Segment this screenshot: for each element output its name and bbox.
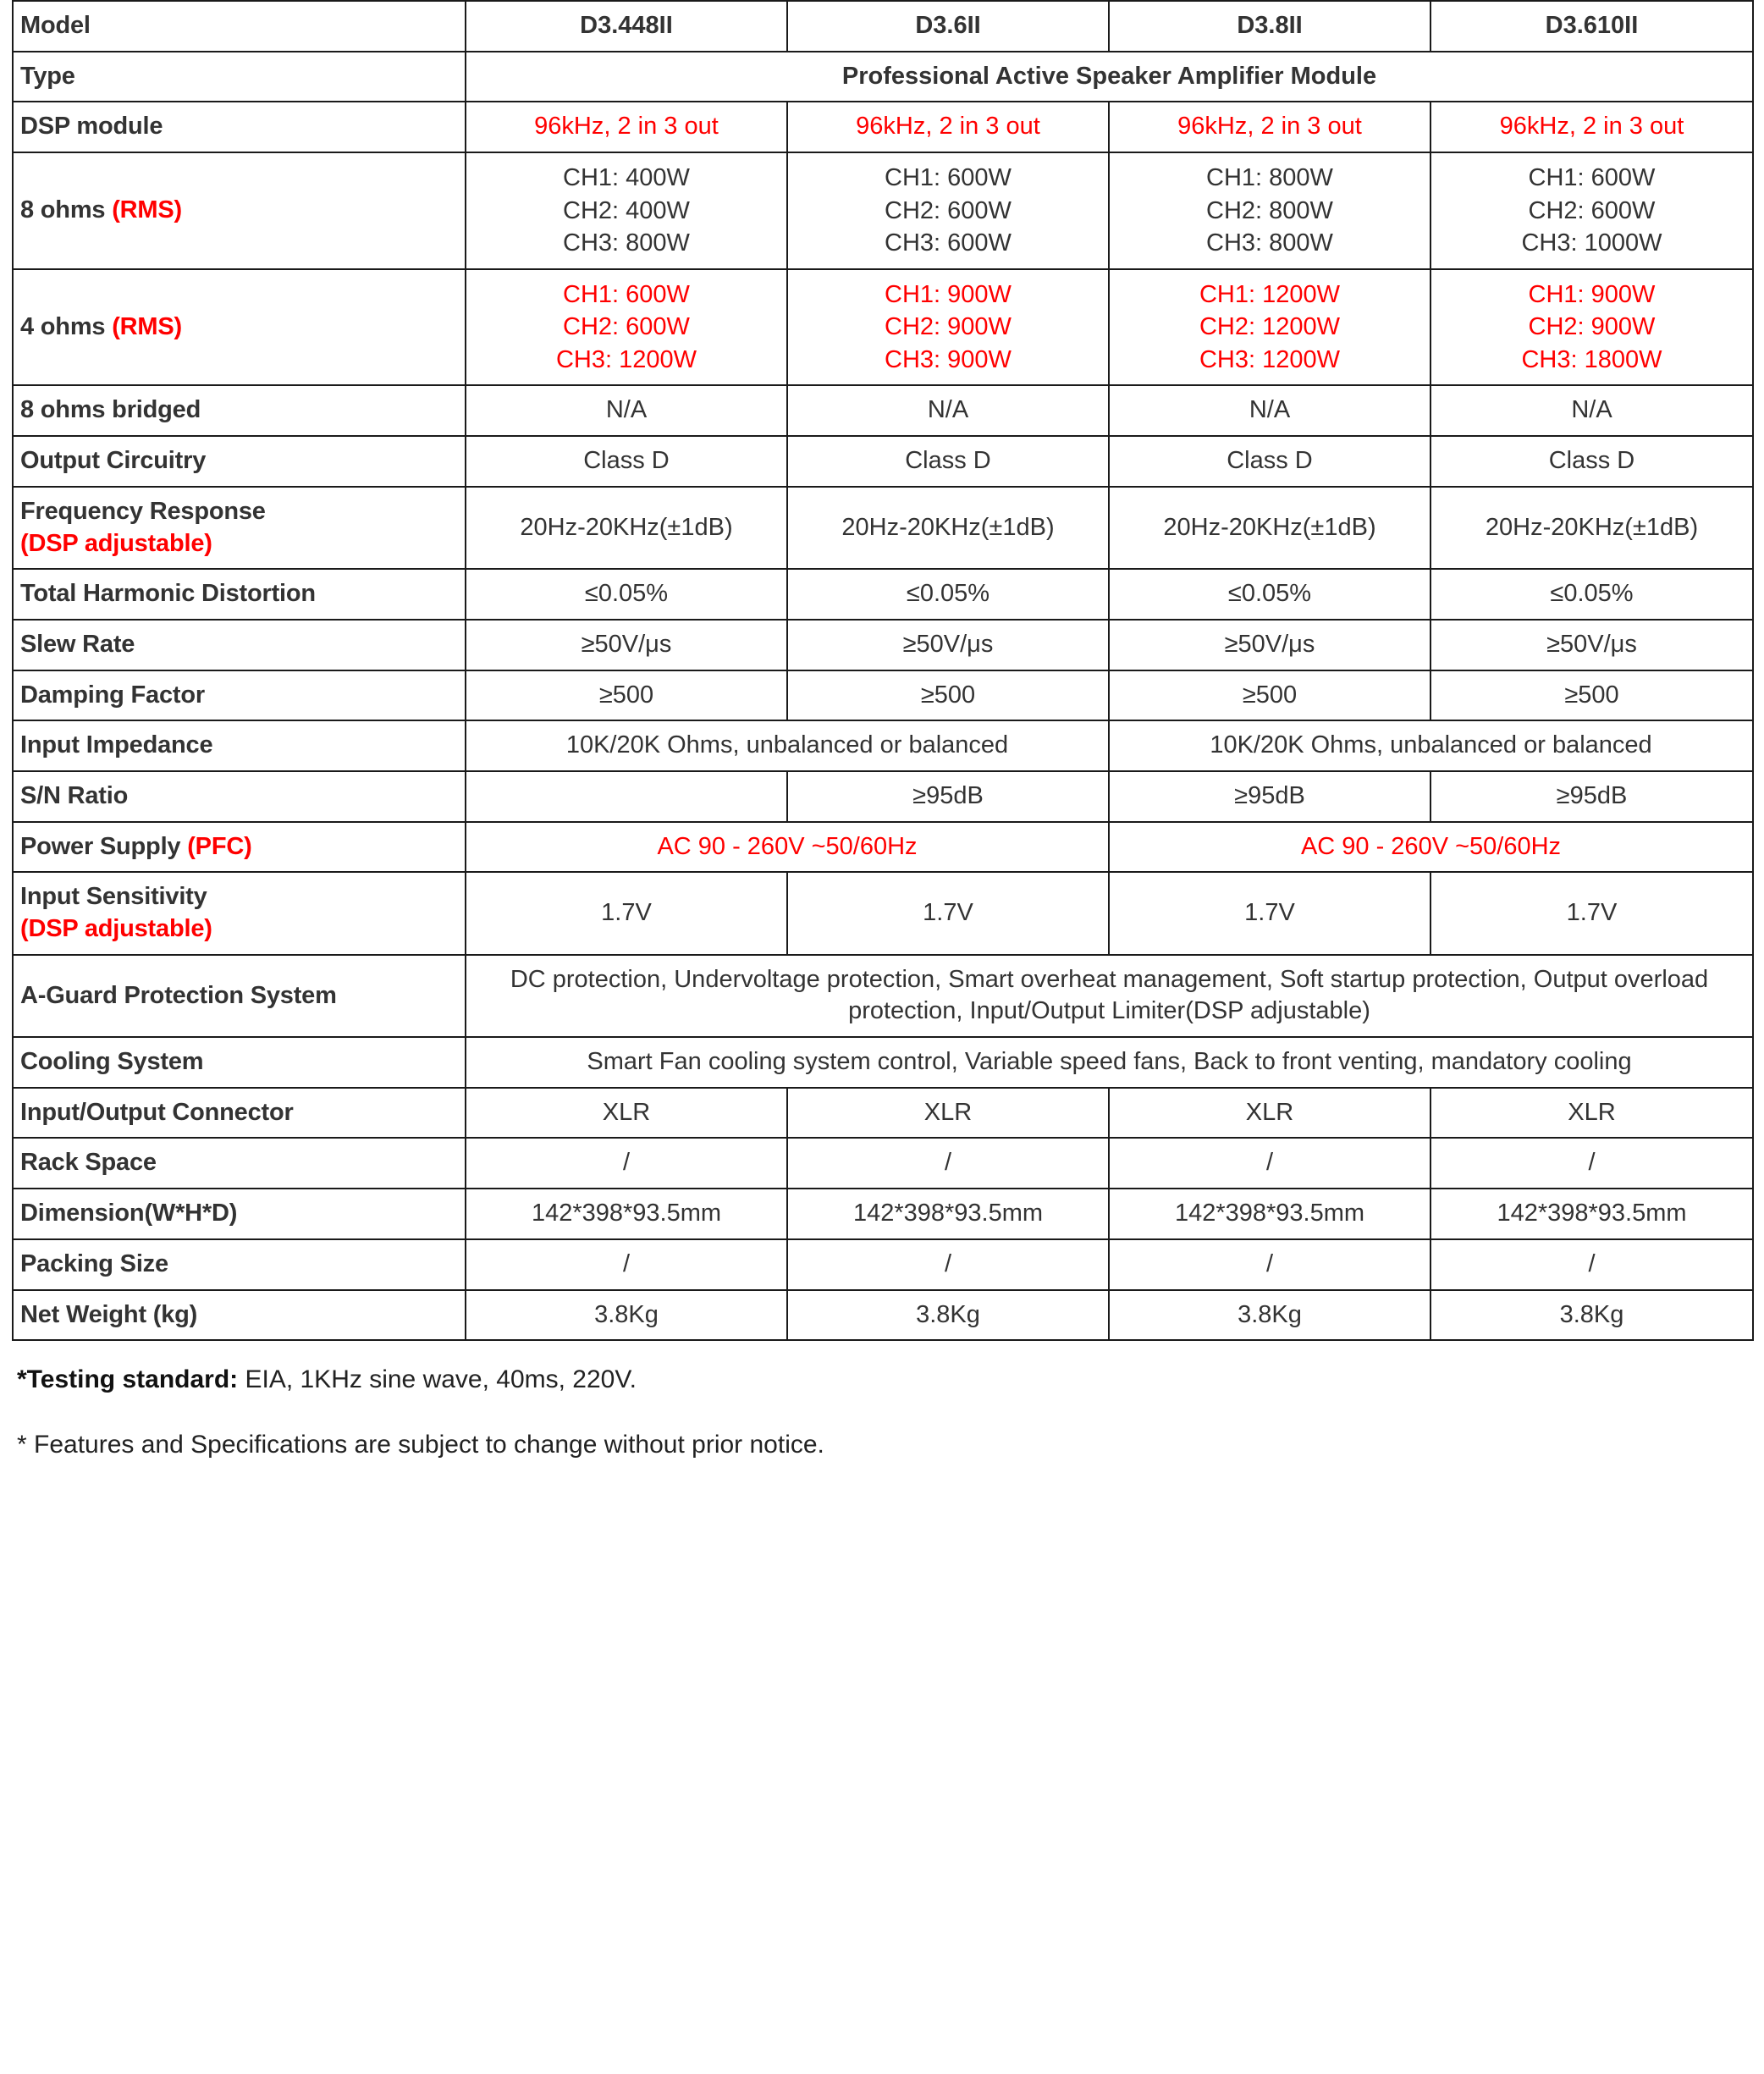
sn-ratio-value-3: ≥95dB [1109, 771, 1430, 822]
rack-space-value-1: / [466, 1138, 787, 1189]
sn-ratio-value-2: ≥95dB [787, 771, 1109, 822]
model-d36ii: D3.6II [787, 1, 1109, 52]
4-ohms-value-4 [1430, 269, 1753, 386]
label-sub-dsp-adjustable: (DSP adjustable) [20, 529, 212, 557]
input-sensitivity-value-1: 1.7V [466, 872, 787, 954]
label-sub-rms: (RMS) [112, 312, 182, 340]
input-impedance-value-2: 10K/20K Ohms, unbalanced or balanced [1109, 720, 1753, 771]
row-label-aguard-protection-system: A-Guard Protection System [13, 955, 466, 1037]
dimension-value-3: 142*398*93.5mm [1109, 1189, 1430, 1239]
label-text-4-ohms: 4 ohms [20, 312, 113, 340]
8-ohms-value-3 [1109, 152, 1430, 269]
rack-space-value-4: / [1430, 1138, 1753, 1189]
footnote-testing-label: *Testing standard: [17, 1365, 239, 1394]
channel-value: CH3: 800W [563, 229, 690, 257]
packing-size-value-1: / [466, 1239, 787, 1290]
sn-ratio-value-4: ≥95dB [1430, 771, 1753, 822]
channel-value: CH1: 600W [1528, 164, 1656, 192]
row-label-rack-space: Rack Space [13, 1138, 466, 1189]
4-ohms-value-3 [1109, 269, 1430, 386]
channel-value: CH1: 400W [563, 164, 690, 192]
channel-value: CH3: 1200W [555, 345, 697, 373]
frequency-response-value-4: 20Hz-20KHz(±1dB) [1430, 487, 1753, 569]
table-row-slew-rate [13, 620, 1753, 670]
channel-value: CH1: 800W [1206, 164, 1333, 192]
table-row-model [13, 1, 1753, 52]
packing-size-value-3: / [1109, 1239, 1430, 1290]
row-label-input-impedance: Input Impedance [13, 720, 466, 771]
channel-value: CH1: 600W [563, 280, 690, 308]
8-ohms-value-2 [787, 152, 1109, 269]
power-supply-value-2: AC 90 - 260V ~50/60Hz [1109, 822, 1753, 873]
row-label-output-circuitry: Output Circuitry [13, 436, 466, 487]
rack-space-value-2: / [787, 1138, 1109, 1189]
slew-rate-value-1: ≥50V/μs [466, 620, 787, 670]
table-row-damping-factor [13, 670, 1753, 721]
sn-ratio-value-1 [466, 771, 787, 822]
table-row-8-ohms-bridged [13, 385, 1753, 436]
row-label-type: Type [13, 52, 466, 102]
dsp-module-value-4: 96kHz, 2 in 3 out [1430, 102, 1753, 152]
row-label-cooling-system: Cooling System [13, 1037, 466, 1088]
table-row-dsp-module [13, 102, 1753, 152]
input-sensitivity-value-2: 1.7V [787, 872, 1109, 954]
channel-value: CH3: 800W [1206, 229, 1333, 257]
row-label-slew-rate: Slew Rate [13, 620, 466, 670]
label-sub-pfc: (PFC) [187, 832, 252, 860]
table-row-rack-space [13, 1138, 1753, 1189]
io-connector-value-1: XLR [466, 1088, 787, 1139]
channel-value: CH2: 600W [885, 196, 1012, 224]
row-label-packing-size: Packing Size [13, 1239, 466, 1290]
8-ohms-bridged-value-3: N/A [1109, 385, 1430, 436]
row-label-frequency-response [13, 487, 466, 569]
label-sub-dsp-adjustable: (DSP adjustable) [20, 915, 212, 942]
net-weight-value-4: 3.8Kg [1430, 1290, 1753, 1341]
dimension-value-2: 142*398*93.5mm [787, 1189, 1109, 1239]
channel-value: CH2: 400W [563, 196, 690, 224]
footnote-testing-value: EIA, 1KHz sine wave, 40ms, 220V. [238, 1365, 637, 1394]
input-sensitivity-value-3: 1.7V [1109, 872, 1430, 954]
table-row-net-weight [13, 1290, 1753, 1341]
table-row-input-impedance [13, 720, 1753, 771]
slew-rate-value-4: ≥50V/μs [1430, 620, 1753, 670]
aguard-protection-value: DC protection, Undervoltage protection, Smart overheat management, Soft startup protection, Output overload protection, Input/Output Limiter(DSP adjustable) [466, 955, 1753, 1037]
damping-factor-value-3: ≥500 [1109, 670, 1430, 721]
packing-size-value-2: / [787, 1239, 1109, 1290]
slew-rate-value-2: ≥50V/μs [787, 620, 1109, 670]
8-ohms-bridged-value-4: N/A [1430, 385, 1753, 436]
table-row-8-ohms-rms [13, 152, 1753, 269]
table-row-output-circuitry [13, 436, 1753, 487]
channel-value: CH2: 600W [1528, 196, 1656, 224]
type-value: Professional Active Speaker Amplifier Module [466, 52, 1753, 102]
channel-value: CH3: 600W [885, 229, 1012, 257]
damping-factor-value-1: ≥500 [466, 670, 787, 721]
channel-value: CH2: 1200W [1199, 313, 1340, 341]
thd-value-4: ≤0.05% [1430, 569, 1753, 620]
table-row-type [13, 52, 1753, 102]
row-label-sn-ratio: S/N Ratio [13, 771, 466, 822]
table-row-input-sensitivity [13, 872, 1753, 954]
row-label-net-weight: Net Weight (kg) [13, 1290, 466, 1341]
channel-value: CH3: 1800W [1521, 345, 1662, 373]
row-label-8-ohms-bridged: 8 ohms bridged [13, 385, 466, 436]
row-label-input-sensitivity [13, 872, 466, 954]
row-label-dsp-module: DSP module [13, 102, 466, 152]
model-d38ii: D3.8II [1109, 1, 1430, 52]
damping-factor-value-2: ≥500 [787, 670, 1109, 721]
table-row-aguard-protection-system [13, 955, 1753, 1037]
io-connector-value-2: XLR [787, 1088, 1109, 1139]
row-label-power-supply [13, 822, 466, 873]
net-weight-value-1: 3.8Kg [466, 1290, 787, 1341]
thd-value-3: ≤0.05% [1109, 569, 1430, 620]
8-ohms-value-1 [466, 152, 787, 269]
footnotes [17, 1363, 1744, 1461]
channel-value: CH2: 800W [1206, 196, 1333, 224]
row-label-io-connector: Input/Output Connector [13, 1088, 466, 1139]
frequency-response-value-1: 20Hz-20KHz(±1dB) [466, 487, 787, 569]
4-ohms-value-2 [787, 269, 1109, 386]
row-label-damping-factor: Damping Factor [13, 670, 466, 721]
row-label-8-ohms-rms [13, 152, 466, 269]
footnote-testing-standard [17, 1363, 1744, 1396]
channel-value: CH1: 600W [885, 164, 1012, 192]
row-label-dimension: Dimension(W*H*D) [13, 1189, 466, 1239]
input-sensitivity-value-4: 1.7V [1430, 872, 1753, 954]
input-impedance-value-1: 10K/20K Ohms, unbalanced or balanced [466, 720, 1109, 771]
frequency-response-value-3: 20Hz-20KHz(±1dB) [1109, 487, 1430, 569]
table-row-cooling-system [13, 1037, 1753, 1088]
dimension-value-1: 142*398*93.5mm [466, 1189, 787, 1239]
cooling-system-value: Smart Fan cooling system control, Variable speed fans, Back to front venting, mandatory cooling [466, 1037, 1753, 1088]
row-label-model: Model [13, 1, 466, 52]
output-circuitry-value-3: Class D [1109, 436, 1430, 487]
dsp-module-value-3: 96kHz, 2 in 3 out [1109, 102, 1430, 152]
io-connector-value-4: XLR [1430, 1088, 1753, 1139]
row-label-4-ohms-rms [13, 269, 466, 386]
channel-value: CH2: 900W [885, 313, 1012, 341]
footnote-disclaimer: * Features and Specifications are subject to change without prior notice. [17, 1431, 824, 1459]
table-row-sn-ratio [13, 771, 1753, 822]
frequency-response-value-2: 20Hz-20KHz(±1dB) [787, 487, 1109, 569]
net-weight-value-3: 3.8Kg [1109, 1290, 1430, 1341]
slew-rate-value-3: ≥50V/μs [1109, 620, 1430, 670]
8-ohms-value-4 [1430, 152, 1753, 269]
thd-value-1: ≤0.05% [466, 569, 787, 620]
model-d3610ii: D3.610II [1430, 1, 1753, 52]
channel-value: CH1: 900W [1528, 280, 1656, 308]
output-circuitry-value-1: Class D [466, 436, 787, 487]
label-sub-rms: (RMS) [112, 196, 182, 224]
model-d3448ii: D3.448II [466, 1, 787, 52]
damping-factor-value-4: ≥500 [1430, 670, 1753, 721]
rack-space-value-3: / [1109, 1138, 1430, 1189]
output-circuitry-value-2: Class D [787, 436, 1109, 487]
channel-value: CH1: 900W [885, 280, 1012, 308]
packing-size-value-4: / [1430, 1239, 1753, 1290]
thd-value-2: ≤0.05% [787, 569, 1109, 620]
specification-table [12, 0, 1754, 1341]
channel-value: CH3: 900W [885, 345, 1012, 373]
8-ohms-bridged-value-1: N/A [466, 385, 787, 436]
table-row-io-connector [13, 1088, 1753, 1139]
channel-value: CH2: 600W [563, 313, 690, 341]
table-row-dimension [13, 1189, 1753, 1239]
output-circuitry-value-4: Class D [1430, 436, 1753, 487]
power-supply-value-1: AC 90 - 260V ~50/60Hz [466, 822, 1109, 873]
channel-value: CH2: 900W [1528, 313, 1656, 341]
table-row-power-supply [13, 822, 1753, 873]
table-row-4-ohms-rms [13, 269, 1753, 386]
table-row-packing-size [13, 1239, 1753, 1290]
8-ohms-bridged-value-2: N/A [787, 385, 1109, 436]
table-row-frequency-response [13, 487, 1753, 569]
dsp-module-value-2: 96kHz, 2 in 3 out [787, 102, 1109, 152]
label-text-input-sensitivity: Input Sensitivity [20, 883, 207, 911]
label-text-frequency-response: Frequency Response [20, 497, 266, 525]
net-weight-value-2: 3.8Kg [787, 1290, 1109, 1341]
row-label-total-harmonic-distortion: Total Harmonic Distortion [13, 569, 466, 620]
table-row-total-harmonic-distortion [13, 569, 1753, 620]
label-text-8-ohms: 8 ohms [20, 196, 113, 224]
dimension-value-4: 142*398*93.5mm [1430, 1189, 1753, 1239]
4-ohms-value-1 [466, 269, 787, 386]
channel-value: CH3: 1000W [1521, 229, 1662, 257]
dsp-module-value-1: 96kHz, 2 in 3 out [466, 102, 787, 152]
channel-value: CH3: 1200W [1199, 345, 1340, 373]
label-text-power-supply: Power Supply [20, 832, 188, 860]
io-connector-value-3: XLR [1109, 1088, 1430, 1139]
channel-value: CH1: 1200W [1199, 280, 1340, 308]
